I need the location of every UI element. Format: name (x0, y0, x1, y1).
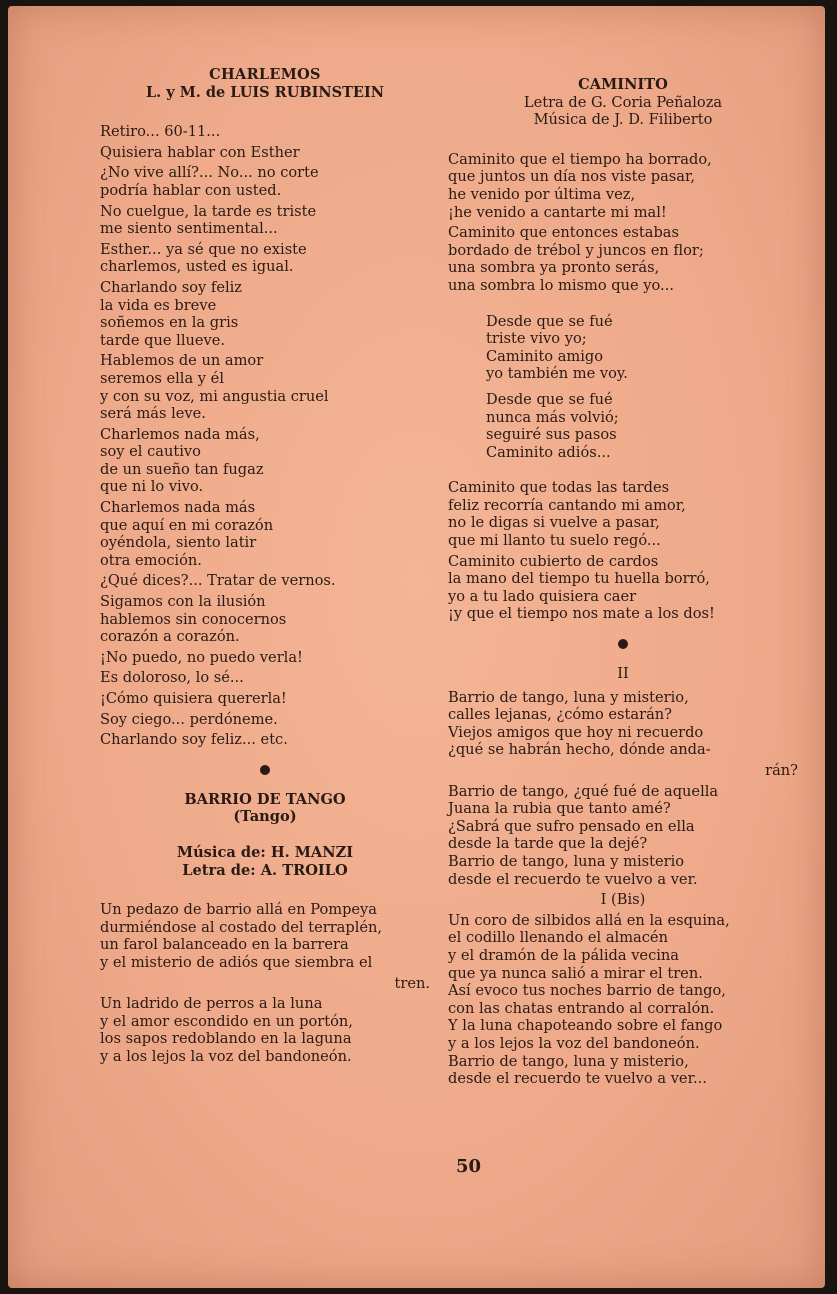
left-column (100, 66, 430, 1069)
lyric-line: Charlemos nada más (100, 499, 256, 517)
caminito-music-credit: Música de J. D. Filiberto (533, 111, 713, 129)
lyric-line: calles lejanas, ¿cómo estarán? (448, 706, 673, 724)
lyric-line: nunca más volvió; (486, 408, 619, 426)
caminito-title: CAMINITO (578, 76, 668, 93)
charlemos-lyrics (100, 123, 430, 749)
lyric-line: Caminito cubierto de cardos (448, 552, 659, 570)
barrio-music-credit: Música de: H. MANZI (176, 843, 354, 861)
lyric-line: Caminito que entonces estabas (448, 224, 679, 242)
lyric-line: que ya nunca salió a mirar el tren. (448, 964, 703, 982)
lyric-line: charlemos, usted es igual. (100, 258, 294, 276)
lyric-line: oyéndola, siento latir (100, 534, 257, 552)
lyric-line: Charlemos nada más, (100, 425, 260, 443)
lyric-line: una sombra lo mismo que yo... (448, 276, 674, 294)
caminito-header (448, 76, 798, 129)
lyric-line: Charlando soy feliz (100, 278, 242, 296)
lyric-line: ¿No vive allí?... No... no corte (100, 164, 319, 182)
lyric-line: que mi llanto tu suelo regó... (448, 532, 661, 550)
lyric-stanza (100, 711, 430, 729)
lyric-stanza (100, 669, 430, 687)
lyric-line: Soy ciego... perdóneme. (100, 710, 278, 728)
lyric-stanza (100, 426, 430, 496)
lyric-stanza (100, 572, 430, 590)
lyric-line: que aquí en mi corazón (100, 516, 274, 534)
lyric-line: seguiré sus pasos (486, 426, 617, 444)
barrio-bis-stanza (448, 912, 798, 1088)
lyric-line: será más leve. (100, 405, 206, 423)
section-bis-heading: I (Bis) (600, 891, 646, 909)
lyric-line: Juana la rubia que tanto amé? (448, 800, 671, 818)
lyric-line: soy el cautivo (100, 443, 201, 461)
lyric-stanza (100, 593, 430, 646)
lyric-line: otra emoción. (100, 551, 202, 569)
barrio-genre: (Tango) (233, 808, 297, 826)
lyric-line: seremos ella y él (100, 369, 224, 387)
section-bullet-right (618, 639, 628, 649)
barrio-stanza-1-wrap: tren. (394, 974, 430, 992)
lyric-line: un farol balanceado en la barrera (100, 936, 349, 954)
lyric-line: con las chatas entrando al corralón. (448, 999, 715, 1017)
caminito-stanza-4 (448, 553, 798, 623)
lyric-line: Caminito que todas las tardes (448, 479, 670, 497)
lyric-stanza (100, 203, 430, 238)
lyric-line: y con su voz, mi angustia cruel (100, 387, 329, 405)
lyric-line: no le digas si vuelve a pasar, (448, 514, 660, 532)
lyric-line: ¡y que el tiempo nos mate a los dos! (448, 605, 715, 623)
right-column (448, 76, 798, 1091)
lyric-line: desde el recuerdo te vuelvo a ver. (448, 870, 698, 888)
lyric-line: Barrio de tango, luna y misterio (448, 852, 685, 870)
section-ii-heading: II (617, 665, 629, 683)
caminito-stanza-3 (448, 479, 798, 549)
charlemos-title: CHARLEMOS (209, 66, 321, 83)
lyric-line: Sigamos con la ilusión (100, 593, 266, 611)
lyric-stanza (100, 649, 430, 667)
caminito-lyrics-credit: Letra de G. Coria Peñaloza (523, 93, 723, 111)
lyric-line: Un ladrido de perros a la luna (100, 995, 323, 1013)
lyric-line: me siento sentimental... (100, 220, 278, 238)
lyric-line: Es doloroso, lo sé... (100, 669, 244, 687)
lyric-line: el codillo llenando el almacén (448, 929, 668, 947)
lyric-line: Caminito que el tiempo ha borrado, (448, 150, 712, 168)
lyric-stanza (100, 690, 430, 708)
lyric-line: Un coro de silbidos allá en la esquina, (448, 911, 730, 929)
section-bullet (260, 765, 270, 775)
lyric-line: y el amor escondido en un portón, (100, 1012, 353, 1030)
lyric-line: bordado de trébol y juncos en flor; (448, 241, 704, 259)
lyric-stanza (100, 164, 430, 199)
barrio-ii-stanza-1-wrap: rán? (765, 762, 798, 779)
lyric-line: Un pedazo de barrio allá en Pompeya (100, 901, 378, 919)
lyric-line: los sapos redoblando en la laguna (100, 1030, 352, 1048)
lyric-line: durmiéndose al costado del terraplén, (100, 918, 383, 936)
lyric-line: Desde que se fué (486, 390, 613, 408)
barrio-ii-stanza-1 (448, 689, 798, 759)
lyric-line: No cuelgue, la tarde es triste (100, 202, 317, 220)
lyric-line: ¡Cómo quisiera quererla! (100, 690, 287, 707)
lyric-line: podría hablar con usted. (100, 181, 282, 199)
barrio-stanza-1 (100, 901, 430, 971)
lyric-line: corazón a corazón. (100, 628, 240, 646)
lyric-line: ¿qué se habrán hecho, dónde anda- (448, 741, 711, 759)
lyric-line: yo a tu lado quisiera caer (448, 587, 637, 605)
lyric-line: desde la tarde que la dejé? (448, 835, 648, 853)
lyric-stanza (100, 123, 430, 141)
lyric-line: hablemos sin conocernos (100, 610, 287, 628)
barrio-stanza-2 (100, 995, 430, 1065)
lyric-line: Caminito amigo (486, 347, 604, 365)
caminito-chorus-2 (448, 391, 798, 461)
lyric-stanza (100, 499, 430, 569)
caminito-stanza-1 (448, 151, 798, 221)
barrio-lyrics-credit: Letra de: A. TROILO (182, 861, 348, 879)
lyric-line: Y la luna chapoteando sobre el fango (448, 1017, 723, 1035)
lyric-line: y a los lejos la voz del bandoneón. (448, 1034, 700, 1052)
lyric-line: Así evoco tus noches barrio de tango, (448, 982, 726, 1000)
lyric-line: una sombra ya pronto serás, (448, 259, 660, 277)
lyric-line: he venido por última vez, (448, 185, 636, 203)
caminito-chorus-1 (448, 313, 798, 383)
lyric-line: Desde que se fué (486, 312, 613, 330)
lyric-line: soñemos en la gris (100, 314, 239, 332)
lyric-line: y el dramón de la pálida vecina (448, 946, 680, 964)
barrio-title: BARRIO DE TANGO (184, 790, 346, 808)
lyric-line: y el misterio de adiós que siembra el (100, 953, 373, 971)
barrio-ii-stanza-2 (448, 783, 798, 889)
lyric-line: la vida es breve (100, 296, 217, 314)
lyric-line: Caminito adiós... (486, 443, 611, 461)
lyric-line: la mano del tiempo tu huella borró, (448, 570, 710, 588)
lyric-line: Hablemos de un amor (100, 352, 264, 370)
page-number: 50 (456, 1156, 482, 1177)
caminito-stanza-2 (448, 224, 798, 294)
lyric-line: Barrio de tango, ¿qué fué de aquella (448, 782, 719, 800)
lyric-line: tarde que llueve. (100, 331, 226, 349)
charlemos-author: L. y M. de LUIS RUBINSTEIN (145, 83, 384, 101)
book-page (8, 6, 825, 1288)
lyric-line: Viejos amigos que hoy ni recuerdo (448, 723, 704, 741)
lyric-line: ¿Qué dices?... Tratar de vernos. (100, 572, 336, 590)
lyric-stanza (100, 144, 430, 162)
lyric-line: desde el recuerdo te vuelvo a ver... (448, 1070, 707, 1088)
lyric-line: yo también me voy. (486, 365, 628, 383)
lyric-line: Esther... ya sé que no existe (100, 240, 307, 258)
lyric-line: y a los lejos la voz del bandoneón. (100, 1047, 352, 1065)
lyric-line: ¿Sabrá que sufro pensado en ella (448, 817, 695, 835)
lyric-stanza (100, 352, 430, 422)
lyric-line: Barrio de tango, luna y misterio, (448, 1052, 689, 1070)
lyric-line: que juntos un día nos viste pasar, (448, 168, 696, 186)
lyric-line: que ni lo vivo. (100, 478, 204, 496)
lyric-stanza (100, 731, 430, 749)
lyric-stanza (100, 241, 430, 276)
lyric-line: de un sueño tan fugaz (100, 460, 264, 478)
lyric-line: Retiro... 60-11... (100, 123, 221, 141)
lyric-line: ¡he venido a cantarte mi mal! (448, 203, 667, 221)
lyric-line: Charlando soy feliz... etc. (100, 731, 288, 749)
lyric-line: ¡No puedo, no puedo verla! (100, 648, 303, 666)
lyric-line: Barrio de tango, luna y misterio, (448, 688, 689, 706)
charlemos-header (100, 66, 430, 101)
lyric-line: feliz recorría cantando mi amor, (448, 496, 686, 514)
lyric-stanza (100, 279, 430, 349)
lyric-line: triste vivo yo; (486, 330, 587, 348)
lyric-line: Quisiera hablar con Esther (100, 143, 300, 161)
